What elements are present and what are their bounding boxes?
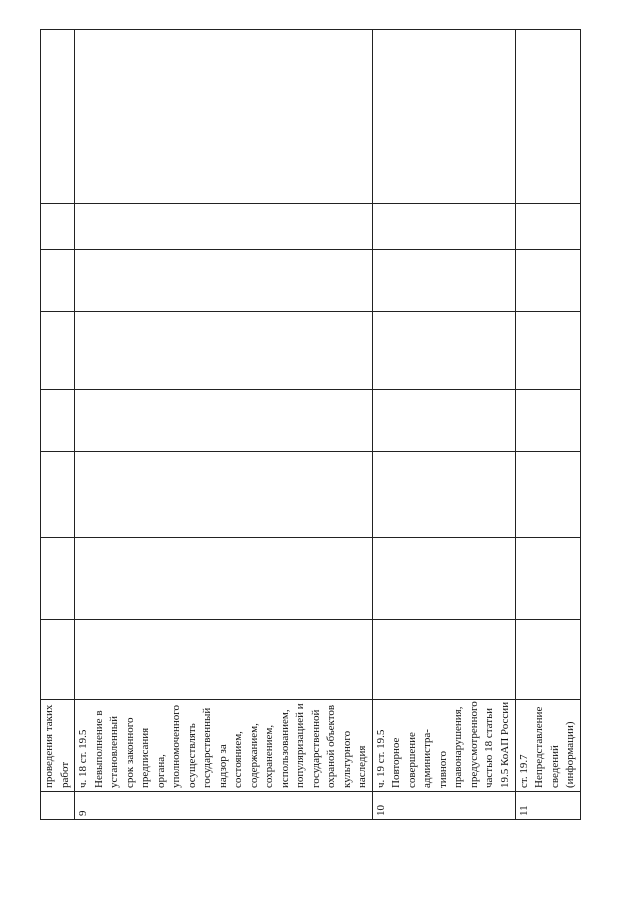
empty-cell: [75, 390, 373, 452]
empty-cell: [41, 452, 75, 538]
empty-cell: [372, 204, 515, 250]
empty-cell: [41, 250, 75, 312]
empty-cell: [515, 390, 580, 452]
empty-cell: [41, 538, 75, 620]
empty-cell: [41, 312, 75, 390]
table-row: [41, 30, 75, 820]
table-row: [372, 30, 515, 820]
empty-cell: [41, 390, 75, 452]
violation-description: ч. 18 ст. 19.5 Невыполнение в установленный срок законного предписания органа, уполномоченного осуществлять государственный надзор за состоянием, содержанием, сохранением, использованием, популяризацией и государственной охраной объектов культурного наследия: [75, 700, 373, 792]
empty-cell: [75, 250, 373, 312]
empty-cell: [372, 620, 515, 700]
empty-cell: [75, 30, 373, 204]
empty-cell: [515, 620, 580, 700]
violation-description: ч. 19 ст. 19.5 Повторное совершение администра- тивного правонарушения, предусмотренного частью 18 статьи 19.5 КоАП России: [372, 700, 515, 792]
row-number: 9: [75, 792, 373, 820]
empty-cell: [75, 312, 373, 390]
empty-cell: [75, 204, 373, 250]
empty-cell: [515, 538, 580, 620]
empty-cell: [372, 30, 515, 204]
empty-cell: [41, 204, 75, 250]
rotated-table-container: [40, 30, 576, 820]
empty-cell: [515, 30, 580, 204]
row-number: [41, 792, 75, 820]
empty-cell: [372, 250, 515, 312]
violations-table: [40, 29, 581, 820]
empty-cell: [75, 538, 373, 620]
empty-cell: [515, 452, 580, 538]
empty-cell: [372, 390, 515, 452]
empty-cell: [75, 620, 373, 700]
empty-cell: [515, 312, 580, 390]
empty-cell: [41, 30, 75, 204]
table-row: [515, 30, 580, 820]
empty-cell: [41, 620, 75, 700]
violation-description: ст. 19.7 Непредставление сведений (информации): [515, 700, 580, 792]
empty-cell: [515, 250, 580, 312]
empty-cell: [372, 452, 515, 538]
empty-cell: [515, 204, 580, 250]
empty-cell: [372, 312, 515, 390]
table-row: [75, 30, 373, 820]
empty-cell: [75, 452, 373, 538]
row-number: 11: [515, 792, 580, 820]
violation-description: проведения таких работ: [41, 700, 75, 792]
row-number: 10: [372, 792, 515, 820]
empty-cell: [372, 538, 515, 620]
